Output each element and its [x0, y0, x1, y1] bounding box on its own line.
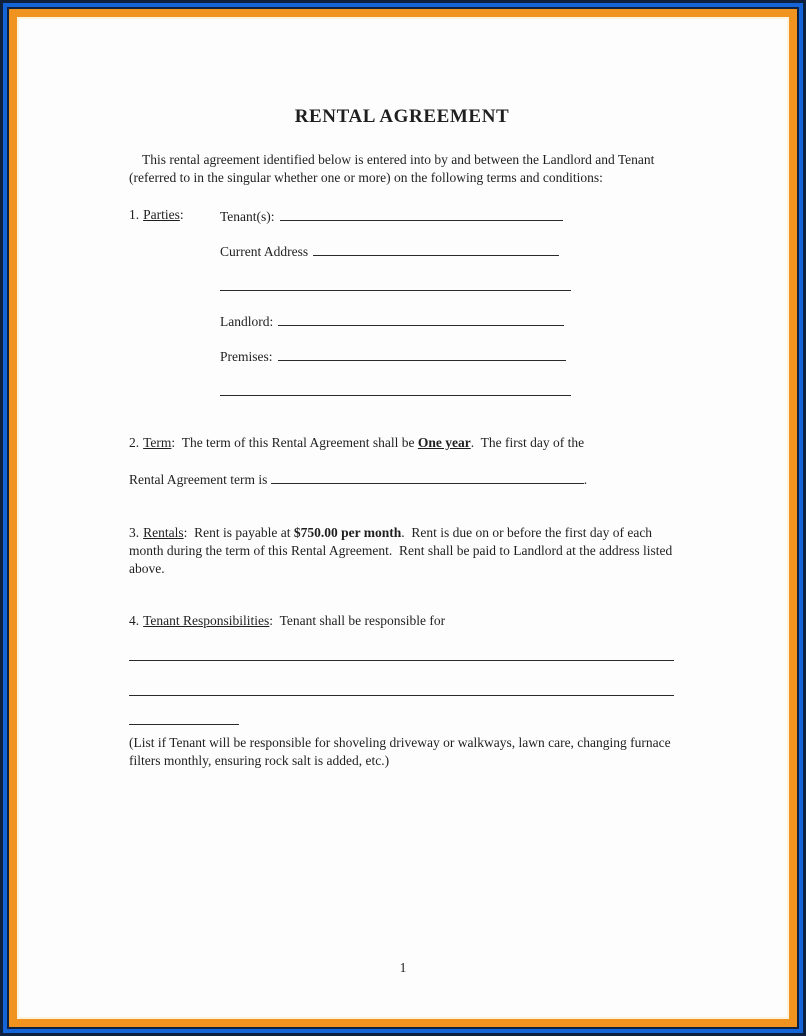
frame-blue: [3, 3, 803, 1033]
section-term: [129, 434, 675, 489]
rentals-colon: :: [183, 525, 188, 540]
premises-blank-line: [278, 346, 566, 361]
rentals-number: 3.: [129, 525, 140, 540]
parties-heading-text: Parties: [143, 207, 180, 222]
parties-colon: :: [179, 207, 184, 222]
responsibilities-text-body: Tenant shall be responsible for: [273, 613, 446, 628]
document-content: [19, 19, 787, 769]
tenant-blank-line: [280, 206, 563, 221]
term-line2: [129, 469, 675, 489]
parties-row-premises: [129, 346, 675, 381]
term-line2-suffix: .: [583, 472, 588, 487]
responsibilities-blank-line-3: [129, 724, 239, 725]
premises-label: Premises:: [220, 349, 273, 364]
term-number: 2.: [129, 435, 140, 450]
landlord-blank-line: [278, 311, 564, 326]
term-text: [129, 434, 675, 452]
rentals-text: [129, 524, 675, 578]
tenant-label: Tenant(s):: [220, 209, 275, 224]
term-colon: :: [171, 435, 176, 450]
field-area: [220, 276, 571, 296]
parties-number: 1.: [129, 207, 140, 222]
term-line2-text: Rental Agreement term is: [129, 472, 271, 487]
parties-row-address: [129, 241, 675, 276]
address-continuation-blank-line: [220, 276, 571, 291]
field-area: [220, 241, 559, 261]
landlord-label: Landlord:: [220, 314, 274, 329]
rentals-heading-text: Rentals: [143, 525, 184, 540]
parties-row-tenant: [129, 206, 675, 241]
section-rentals: [129, 524, 675, 578]
responsibilities-blank-line-2: [129, 695, 674, 696]
rentals-text-after: . Rent is due on or before the first day of each month during the term of this Rental Agreement. Rent shall be paid to Landlord at the address listed above.: [129, 525, 676, 576]
term-heading-text: Term: [143, 435, 172, 450]
premises-continuation-blank-line: [220, 381, 571, 396]
page-number: 1: [399, 960, 407, 975]
responsibilities-heading-text: Tenant Responsibilities: [143, 613, 270, 628]
term-start-date-blank-line: [271, 469, 584, 484]
frame-cream: [17, 17, 789, 1019]
document-page: [19, 19, 787, 1017]
term-emphasis: One year: [417, 435, 471, 450]
term-text-after: . The first day of the: [470, 435, 585, 450]
responsibilities-text: [129, 612, 675, 630]
section-tenant-responsibilities: [129, 612, 675, 769]
field-area: [220, 206, 563, 226]
current-address-label: Current Address: [220, 244, 309, 259]
parties-row-landlord: [129, 311, 675, 346]
responsibilities-note: (List if Tenant will be responsible for shoveling driveway or walkways, lawn care, changing furnace filters monthly, ensuring rock salt is added, etc.): [129, 735, 675, 768]
responsibilities-number: 4.: [129, 613, 140, 628]
field-area: [220, 346, 566, 366]
parties-heading: [129, 206, 220, 224]
address-blank-line: [313, 241, 559, 256]
frame-navy-inner: [7, 7, 799, 1029]
responsibilities-colon: :: [269, 613, 274, 628]
frame-orange: [9, 9, 797, 1027]
intro-paragraph: This rental agreement identified below is entered into by and between the Landlord and Tenant (referred to in the singular whether one or more) on the following terms and conditions:: [129, 152, 658, 185]
parties-row-premises2: [129, 381, 675, 416]
rentals-emphasis: $750.00 per month: [293, 525, 402, 540]
rentals-text-before: Rent is payable at: [187, 525, 294, 540]
parties-row-address2: [129, 276, 675, 311]
term-text-before: The term of this Rental Agreement shall be: [175, 435, 418, 450]
field-area: [220, 311, 564, 331]
document-title: RENTAL AGREEMENT: [294, 106, 510, 127]
responsibilities-blank-line-1: [129, 660, 674, 661]
section-parties: [129, 206, 675, 416]
field-area: [220, 381, 571, 401]
